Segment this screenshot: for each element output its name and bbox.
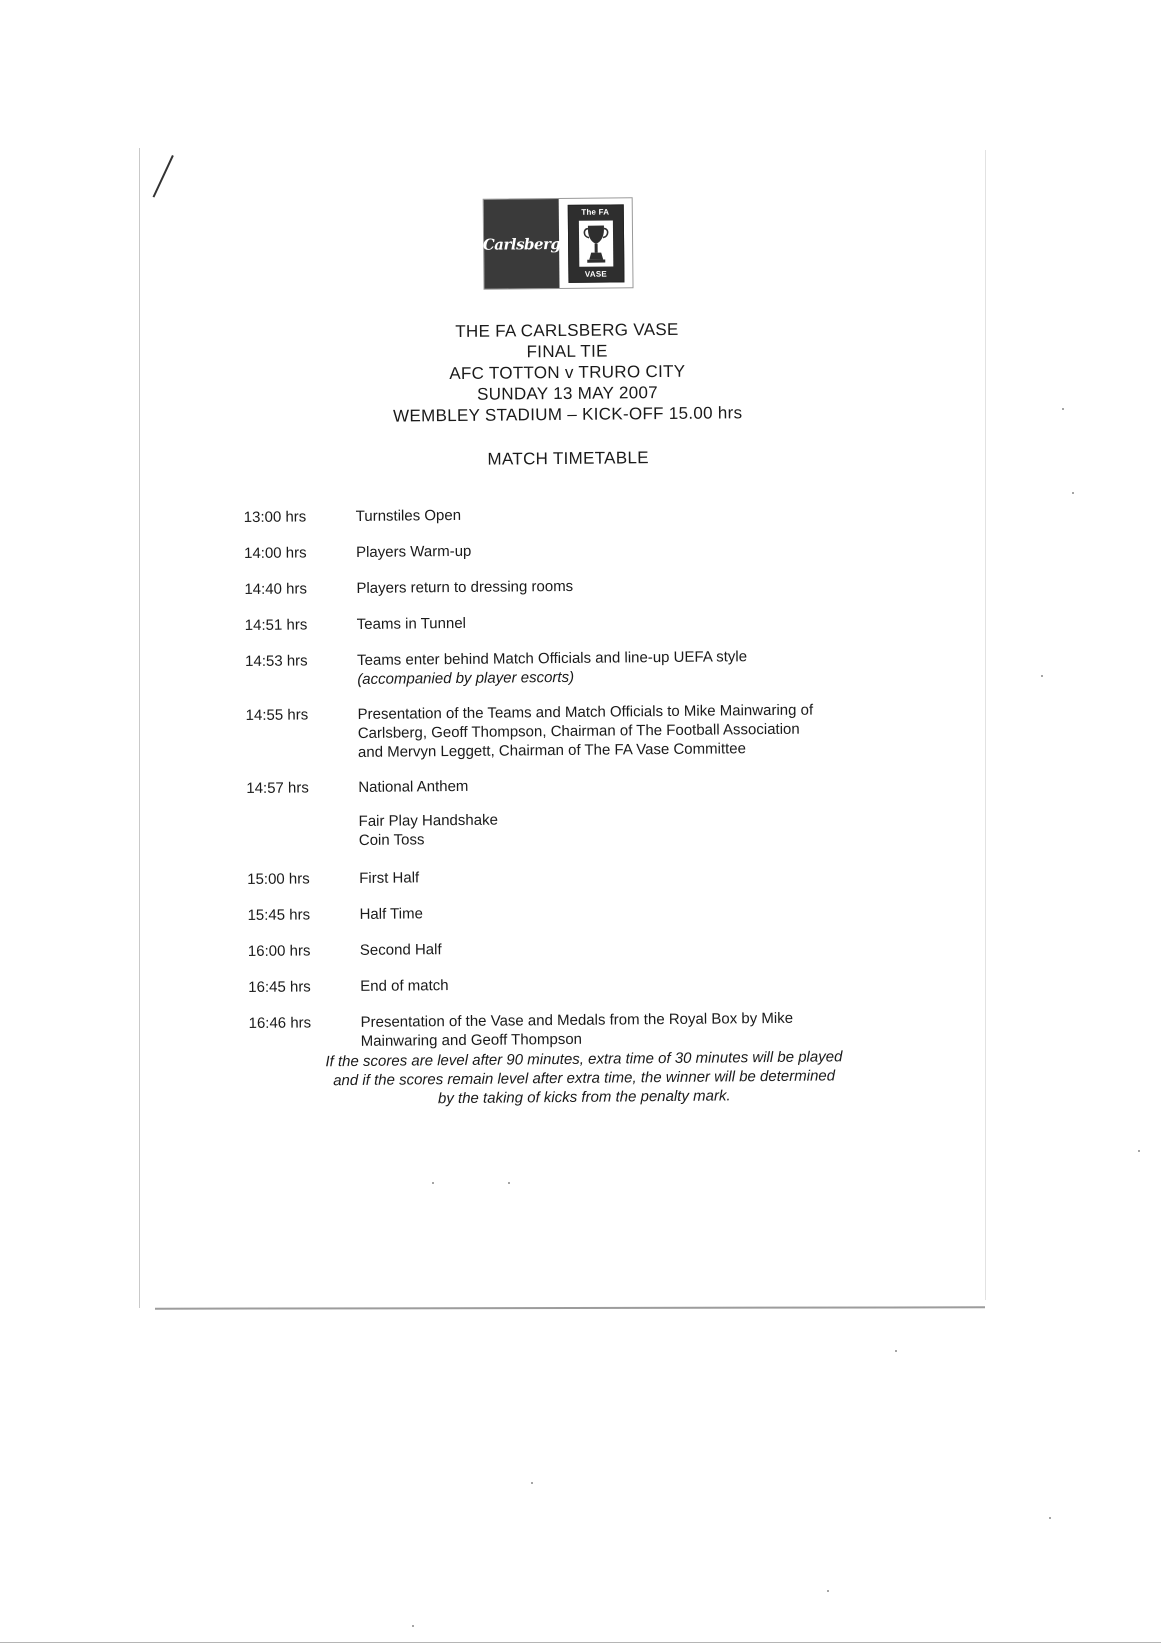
timetable-row (248, 972, 908, 997)
description-line: Turnstiles Open (355, 506, 462, 525)
description-line: Presentation of the Teams and Match Officials to Mike Mainwaring of (357, 701, 814, 723)
description-line: Half Time (359, 905, 423, 923)
row-description (359, 900, 899, 924)
row-time: 16:00 hrs (247, 942, 311, 961)
row-time (247, 812, 347, 813)
carlsberg-logo (484, 199, 560, 289)
extra-time-note (264, 1047, 905, 1110)
description-line: Coin Toss (358, 831, 425, 849)
row-description (358, 773, 898, 797)
match-date: SUNDAY 13 MAY 2007 (477, 383, 659, 404)
row-description (358, 700, 899, 762)
row-description (359, 864, 899, 888)
row-description (357, 646, 897, 689)
row-time: 14:57 hrs (246, 779, 309, 798)
row-time: 14:40 hrs (244, 580, 308, 599)
row-description (356, 538, 896, 562)
timetable-row (248, 1008, 908, 1050)
description-line: First Half (359, 869, 420, 887)
note-line: If the scores are level after 90 minutes, extra time of 30 minutes will be played (325, 1048, 843, 1071)
row-time: 13:00 hrs (243, 508, 307, 527)
timetable-row (243, 538, 904, 563)
timetable-row (245, 646, 905, 688)
description-line: Teams in Tunnel (356, 614, 467, 633)
timetable-heading: MATCH TIMETABLE (487, 448, 649, 469)
description-line: Fair Play Handshake (358, 811, 498, 830)
timetable-row (247, 807, 907, 849)
timetable-row (247, 936, 908, 961)
badge-top-text: The FA (581, 207, 610, 217)
trophy-icon (577, 219, 613, 267)
venue-kickoff: WEMBLEY STADIUM – KICK-OFF 15.00 hrs (392, 403, 743, 426)
row-time: 14:53 hrs (245, 652, 308, 671)
timetable-row (247, 864, 907, 889)
description-line: Carlsberg, Geoff Thompson, Chairman of The Football Association (357, 720, 800, 742)
row-description (360, 936, 900, 960)
row-description (357, 610, 897, 634)
fa-vase-shield (567, 204, 624, 283)
description-line: and Mervyn Leggett, Chairman of The FA Vase Committee (357, 740, 747, 761)
description-line: Presentation of the Vase and Medals from the Royal Box by Mike (360, 1009, 794, 1031)
note-line: and if the scores remain level after extra time, the winner will be determined (333, 1067, 836, 1090)
timetable-row (244, 574, 904, 599)
round-label: FINAL TIE (526, 341, 608, 362)
row-description (360, 972, 900, 996)
description-line: National Anthem (358, 777, 469, 796)
timetable-row (247, 900, 907, 925)
row-time: 14:51 hrs (244, 616, 308, 635)
row-time: 15:45 hrs (247, 906, 311, 925)
description-line: Players return to dressing rooms (356, 577, 574, 597)
row-description (356, 574, 896, 598)
description-line: Teams enter behind Match Officials and line-up UEFA style (357, 648, 748, 669)
fa-vase-badge (559, 198, 633, 288)
row-time: 16:46 hrs (248, 1014, 312, 1033)
competition-title: THE FA CARLSBERG VASE (455, 319, 679, 341)
description-line: Second Half (359, 941, 442, 959)
badge-bottom-text: VASE (584, 269, 607, 279)
carlsberg-fa-vase-logo (483, 197, 634, 289)
carlsberg-wordmark: Carlsberg (482, 234, 561, 254)
note-line: by the taking of kicks from the penalty mark. (437, 1087, 731, 1108)
row-time: 14:00 hrs (243, 544, 307, 563)
timetable-row (244, 610, 905, 635)
row-time: 14:55 hrs (245, 706, 309, 725)
row-description (356, 502, 896, 526)
description-line: Mainwaring and Geoff Thompson (360, 1030, 583, 1050)
row-description (360, 1008, 900, 1051)
fixture-label: AFC TOTTON v TRURO CITY (449, 361, 686, 384)
timetable-row (246, 773, 906, 798)
event-header (297, 317, 838, 427)
row-time: 15:00 hrs (247, 870, 310, 889)
row-description (359, 807, 899, 850)
timetable-row (245, 700, 906, 761)
description-note: (accompanied by player escorts) (357, 668, 575, 688)
description-line: End of match (360, 977, 449, 995)
timetable-row (243, 502, 904, 527)
row-time: 16:45 hrs (248, 978, 311, 997)
description-line: Players Warm-up (355, 542, 472, 561)
